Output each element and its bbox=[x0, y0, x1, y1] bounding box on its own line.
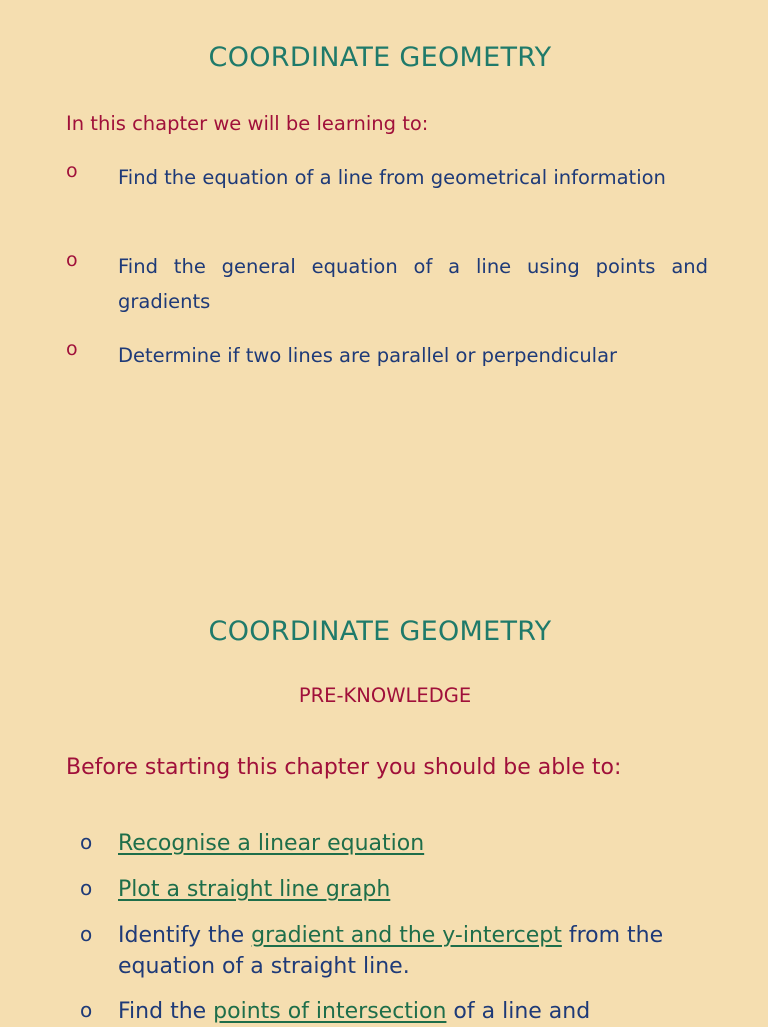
list-item-text: Identify the bbox=[118, 923, 252, 948]
list-item-text: Find the general equation of a line using points and gradients bbox=[118, 255, 708, 313]
list-item-text: Find the equation of a line from geometrical information bbox=[118, 166, 666, 189]
link-plot-straight-line-graph[interactable]: Plot a straight line graph bbox=[118, 877, 391, 902]
bullet-marker: o bbox=[80, 922, 93, 946]
link-points-of-intersection[interactable]: points of intersection bbox=[213, 999, 447, 1024]
list-item-text: from the equation of a straight line. bbox=[118, 923, 664, 979]
link-gradient-y-intercept[interactable]: gradient and the y-intercept bbox=[251, 923, 562, 948]
bullet-marker: o bbox=[66, 338, 78, 360]
bullet-marker: o bbox=[66, 160, 78, 182]
list-item-text: Determine if two lines are parallel or perpendicular bbox=[118, 344, 618, 367]
slide-title: COORDINATE GEOMETRY bbox=[208, 616, 552, 647]
bullet-marker: o bbox=[80, 998, 93, 1022]
slide-subtitle: PRE-KNOWLEDGE bbox=[298, 684, 472, 707]
intro-text: Before starting this chapter you should be able to: bbox=[66, 755, 622, 780]
slide-learning-objectives bbox=[0, 0, 768, 512]
bullet-marker: o bbox=[80, 876, 93, 900]
bullet-marker: o bbox=[80, 830, 93, 854]
slide-pre-knowledge bbox=[0, 512, 768, 1024]
bullet-marker: o bbox=[66, 249, 78, 271]
intro-text: In this chapter we will be learning to: bbox=[66, 112, 429, 135]
list-item-text: Find the bbox=[118, 999, 214, 1024]
list-item-text: of a line and bbox=[446, 999, 591, 1024]
link-recognise-linear-equation[interactable]: Recognise a linear equation bbox=[118, 831, 425, 856]
slide-title: COORDINATE GEOMETRY bbox=[208, 42, 552, 73]
